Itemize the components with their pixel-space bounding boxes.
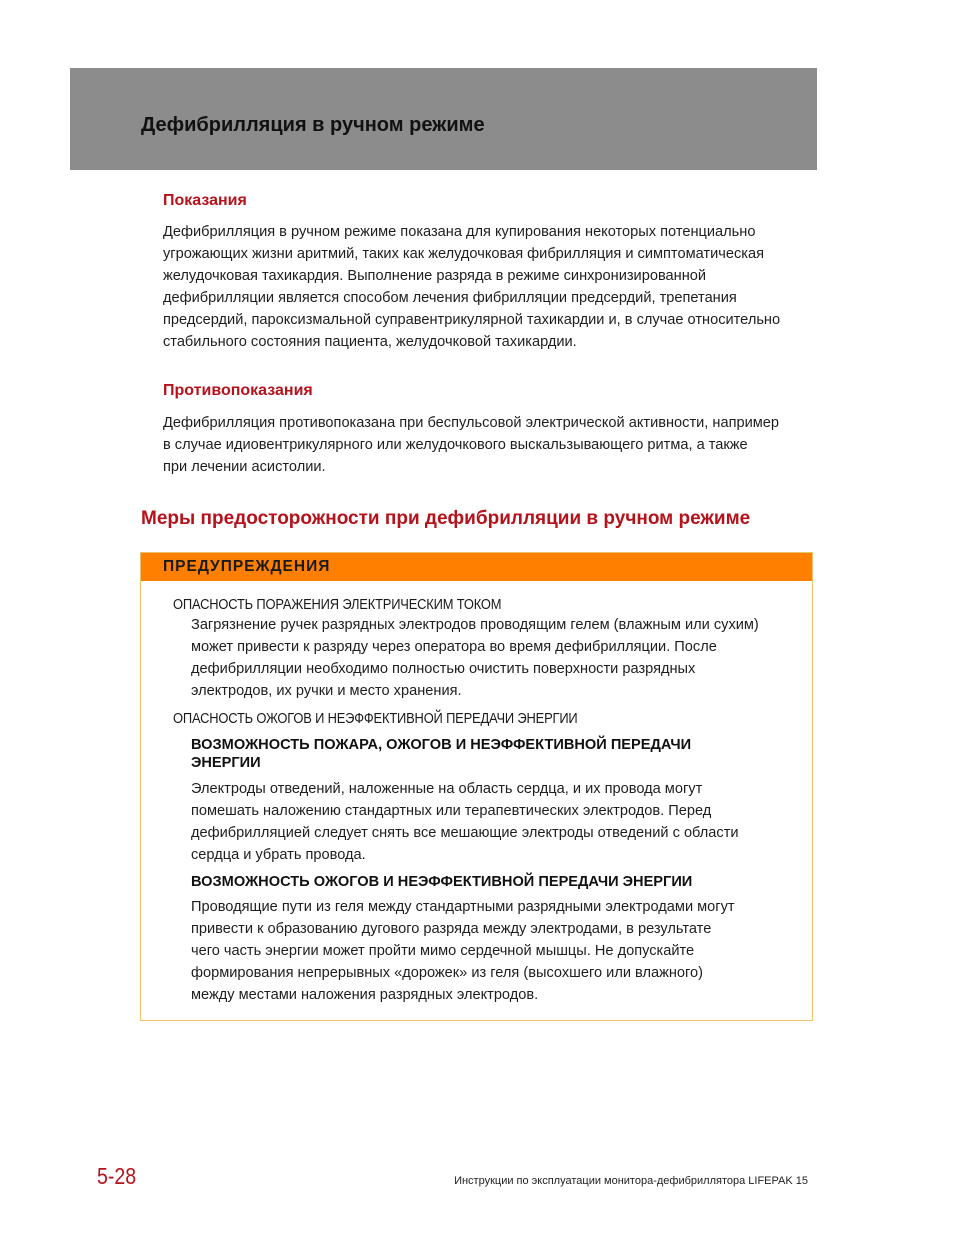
- page-title: Дефибрилляция в ручном режиме: [141, 114, 485, 136]
- text-line: формирования непрерывных «дорожек» из геля (высохшего или влажного): [191, 965, 704, 981]
- text-line: желудочковая тахикардия. Выполнение разряда в режиме синхронизированной: [163, 268, 707, 284]
- text-line: ЭНЕРГИИ: [191, 755, 261, 771]
- text-line: дефибрилляцией следует снять все мешающие электроды отведений с области: [191, 825, 739, 841]
- contraindications-heading: Противопоказания: [163, 382, 313, 399]
- text-line: между местами наложения разрядных электродов.: [191, 987, 539, 1003]
- text-line: электродов, их ручки и место хранения.: [191, 683, 462, 699]
- subhazard-fire-text: [191, 778, 739, 866]
- text-line: чего часть энергии может пройти мимо сердечной мышцы. Не допускайте: [191, 943, 695, 959]
- text-line: стабильного состояния пациента, желудочковой тахикардии.: [163, 334, 577, 350]
- warnings-box: [140, 552, 813, 1021]
- footer-document-title: Инструкции по эксплуатации монитора-дефибриллятора LIFEPAK 15: [454, 1175, 808, 1187]
- text-line: помешать наложению стандартных или терапевтических электродов. Перед: [191, 803, 712, 819]
- hazard-title-electric-shock: ОПАСНОСТЬ ПОРАЖЕНИЯ ЭЛЕКТРИЧЕСКИМ ТОКОМ: [173, 596, 502, 613]
- subhazard-title-burns: ВОЗМОЖНОСТЬ ОЖОГОВ И НЕЭФФЕКТИВНОЙ ПЕРЕДАЧИ ЭНЕРГИИ: [191, 874, 693, 890]
- text-line: дефибрилляции является способом лечения фибрилляции предсердий, трепетания: [163, 290, 737, 306]
- hazard-electric-shock-text: [191, 614, 759, 702]
- hazard-title-burns: ОПАСНОСТЬ ОЖОГОВ И НЕЭФФЕКТИВНОЙ ПЕРЕДАЧИ ЭНЕРГИИ: [173, 710, 578, 727]
- chapter-header-band: [70, 68, 817, 170]
- text-line: предсердий, пароксизмальной суправентрикулярной тахикардии и, в случае относительно: [163, 312, 781, 328]
- text-line: угрожающих жизни аритмий, таких как желудочковая фибрилляция и симптоматическая: [163, 246, 764, 262]
- text-line: ВОЗМОЖНОСТЬ ПОЖАРА, ОЖОГОВ И НЕЭФФЕКТИВНОЙ ПЕРЕДАЧИ: [191, 737, 692, 753]
- warnings-header-bar: [141, 553, 812, 581]
- indications-paragraph: [163, 221, 780, 353]
- text-line: сердца и убрать провода.: [191, 847, 366, 863]
- indications-heading: Показания: [163, 192, 247, 209]
- page-number: 5-28: [97, 1163, 137, 1189]
- subhazard-title-fire: [191, 736, 691, 772]
- text-line: привести к образованию дугового разряда между электродами, в результате: [191, 921, 712, 937]
- text-line: Дефибрилляция противопоказана при беспульсовой электрической активности, например: [163, 415, 780, 431]
- contraindications-paragraph: [163, 412, 779, 478]
- text-line: Загрязнение ручек разрядных электродов проводящим гелем (влажным или сухим): [191, 617, 759, 633]
- subhazard-burns-text: [191, 896, 735, 1006]
- text-line: Электроды отведений, наложенные на область сердца, и их провода могут: [191, 781, 703, 797]
- text-line: Дефибрилляция в ручном режиме показана для купирования некоторых потенциально: [163, 224, 756, 240]
- text-line: дефибрилляции необходимо полностью очистить поверхности разрядных: [191, 661, 696, 677]
- text-line: в случае идиовентрикулярного или желудочкового выскальзывающего ритма, а также: [163, 437, 748, 453]
- text-line: может привести к разряду через оператора во время дефибрилляции. После: [191, 639, 717, 655]
- warnings-label: ПРЕДУПРЕЖДЕНИЯ: [163, 558, 331, 575]
- text-line: Проводящие пути из геля между стандартными разрядными электродами могут: [191, 899, 735, 915]
- precautions-heading: Меры предосторожности при дефибрилляции в ручном режиме: [141, 508, 751, 529]
- text-line: при лечении асистолии.: [163, 459, 326, 475]
